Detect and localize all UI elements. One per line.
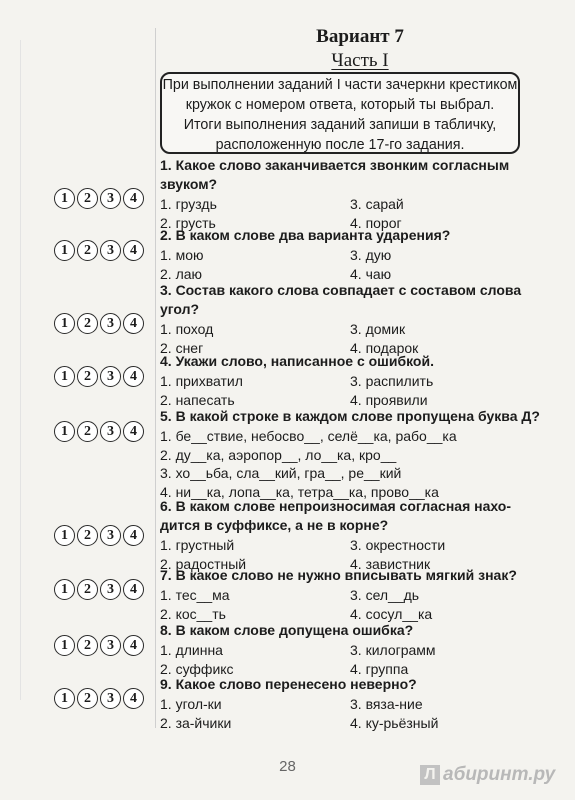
answer-circle[interactable]: 3 — [100, 366, 121, 387]
answer-circles-q1 — [54, 188, 146, 209]
answer-circle[interactable]: 3 — [100, 188, 121, 209]
option: 2. суффикс — [160, 660, 234, 677]
labirint-watermark — [420, 764, 555, 786]
answer-circle[interactable]: 2 — [77, 240, 98, 261]
answer-circles-q9 — [54, 688, 146, 709]
option: 4. подарок — [350, 339, 419, 356]
answer-circle[interactable]: 1 — [54, 579, 75, 600]
question-text: 4. Укажи слово, написанное с ошибкой. — [160, 353, 434, 369]
question-6 — [160, 497, 540, 573]
option: 4. сосул__ка — [350, 605, 433, 622]
instruction-line: Итоги выполнения заданий запиши в табличку, — [183, 117, 497, 133]
question-5 — [160, 407, 540, 501]
instruction-line: расположенную после 17-го задания. — [215, 137, 465, 153]
option: 1. тес__ма — [160, 587, 230, 603]
option: 2. кос__ть — [160, 605, 226, 622]
answer-circle[interactable]: 4 — [123, 366, 144, 387]
answer-options — [160, 641, 540, 678]
option: 4. порог — [350, 214, 402, 231]
answer-circle[interactable]: 4 — [123, 188, 144, 209]
answer-circles-q2 — [54, 240, 146, 261]
instructions-box — [160, 72, 520, 154]
page-edge-line — [20, 40, 21, 700]
variant-title: Вариант 7 — [316, 26, 404, 47]
answer-circle[interactable]: 2 — [77, 579, 98, 600]
answer-circles-q6 — [54, 525, 146, 546]
option: 3. окрестности — [350, 537, 446, 553]
option: 3. домик — [350, 321, 406, 337]
answer-circle[interactable]: 4 — [123, 313, 144, 334]
question-3 — [160, 281, 540, 357]
option: 1. длинна — [160, 642, 223, 658]
answer-circle[interactable]: 3 — [100, 421, 121, 442]
option: 2. напесать — [160, 391, 235, 408]
answer-circle[interactable]: 2 — [77, 188, 98, 209]
answer-circles-q7 — [54, 579, 146, 600]
instruction-line: При выполнении заданий I части зачеркни крестиком — [162, 77, 518, 93]
question-7 — [160, 566, 540, 623]
margin-line — [155, 28, 156, 728]
option: 2. за-йчики — [160, 714, 232, 731]
question-text: 2. В каком слове два варианта ударения? — [160, 227, 451, 243]
option: 2. грусть — [160, 214, 216, 231]
option: 3. сарай — [350, 196, 404, 212]
answer-circles-q8 — [54, 635, 146, 656]
answer-circle[interactable]: 2 — [77, 525, 98, 546]
answer-circle[interactable]: 3 — [100, 313, 121, 334]
answer-circle[interactable]: 1 — [54, 313, 75, 334]
part-subtitle: Часть I — [331, 50, 389, 71]
question-1 — [160, 156, 540, 232]
answer-circle[interactable]: 4 — [123, 635, 144, 656]
option: 4. группа — [350, 660, 409, 677]
option: 3. килограмм — [350, 642, 436, 658]
answer-circle[interactable]: 4 — [123, 421, 144, 442]
option: 2. ду__ка, аэропор__, ло__ка, кро__ — [160, 446, 397, 463]
option: 4. ни__ка, лопа__ка, тетра__ка, прово__ка — [160, 483, 439, 500]
answer-circle[interactable]: 1 — [54, 366, 75, 387]
answer-circle[interactable]: 4 — [123, 688, 144, 709]
answer-options — [160, 695, 540, 732]
question-text: 6. В каком слове непроизносимая согласная нахо- дится в суффиксе, а не в корне? — [160, 498, 512, 533]
option: 4. чаю — [350, 265, 392, 282]
option: 4. проявили — [350, 391, 428, 408]
answer-options — [160, 586, 540, 623]
answer-circle[interactable]: 3 — [100, 240, 121, 261]
option: 3. сел__дь — [350, 587, 420, 603]
option: 1. грустный — [160, 537, 235, 553]
option: 3. хо__ьба, сла__кий, гра__, ре__кий — [160, 465, 402, 481]
question-text: 5. В какой строке в каждом слове пропущена буква Д? — [160, 408, 540, 424]
answer-circle[interactable]: 3 — [100, 579, 121, 600]
answer-circle[interactable]: 2 — [77, 635, 98, 656]
answer-circles-q3 — [54, 313, 146, 334]
answer-circles-q4 — [54, 366, 146, 387]
option: 3. распилить — [350, 373, 434, 389]
answer-circle[interactable]: 2 — [77, 366, 98, 387]
answer-circle[interactable]: 1 — [54, 635, 75, 656]
option: 2. радостный — [160, 555, 247, 572]
question-text: 7. В какое слово не нужно вписывать мягкий знак? — [160, 567, 517, 583]
option: 1. груздь — [160, 196, 217, 212]
answer-circle[interactable]: 1 — [54, 525, 75, 546]
option: 4. завистник — [350, 555, 431, 572]
question-text: 3. Состав какого слова совпадает с составом слова угол? — [160, 282, 522, 317]
page-number: 28 — [279, 758, 296, 775]
answer-circle[interactable]: 4 — [123, 579, 144, 600]
question-4 — [160, 352, 540, 409]
answer-circle[interactable]: 2 — [77, 313, 98, 334]
question-text: 1. Какое слово заканчивается звонким согласным звуком? — [160, 157, 510, 192]
answer-circle[interactable]: 1 — [54, 188, 75, 209]
answer-circle[interactable]: 4 — [123, 525, 144, 546]
option: 3. дую — [350, 247, 392, 263]
answer-circle[interactable]: 3 — [100, 688, 121, 709]
option: 2. снег — [160, 339, 204, 356]
answer-circle[interactable]: 2 — [77, 688, 98, 709]
answer-options — [160, 372, 540, 409]
watermark-logo-icon: Л — [420, 765, 440, 785]
answer-options — [160, 427, 540, 501]
option: 1. бе__ствие, небосво__, селё__ка, рабо__ка — [160, 428, 457, 444]
question-text: 8. В каком слове допущена ошибка? — [160, 622, 414, 638]
question-9 — [160, 675, 540, 732]
question-text: 9. Какое слово перенесено неверно? — [160, 676, 417, 692]
answer-circle[interactable]: 4 — [123, 240, 144, 261]
answer-circles-q5 — [54, 421, 146, 442]
option: 1. угол-ки — [160, 696, 222, 712]
answer-circle[interactable]: 1 — [54, 688, 75, 709]
option: 3. вяза-ние — [350, 696, 423, 712]
question-8 — [160, 621, 540, 678]
option: 4. ку-рьёзный — [350, 714, 439, 731]
option: 1. мою — [160, 247, 204, 263]
question-2 — [160, 226, 540, 283]
answer-circle[interactable]: 1 — [54, 240, 75, 261]
answer-circle[interactable]: 3 — [100, 525, 121, 546]
answer-circle[interactable]: 2 — [77, 421, 98, 442]
answer-options — [160, 246, 540, 283]
watermark-text: абиринт.ру — [443, 764, 556, 785]
answer-circle[interactable]: 3 — [100, 635, 121, 656]
answer-circle[interactable]: 1 — [54, 421, 75, 442]
option: 2. лаю — [160, 265, 203, 282]
option: 1. прихватил — [160, 373, 243, 389]
instruction-line: кружок с номером ответа, который ты выбрал. — [185, 97, 495, 113]
option: 1. поход — [160, 321, 214, 337]
